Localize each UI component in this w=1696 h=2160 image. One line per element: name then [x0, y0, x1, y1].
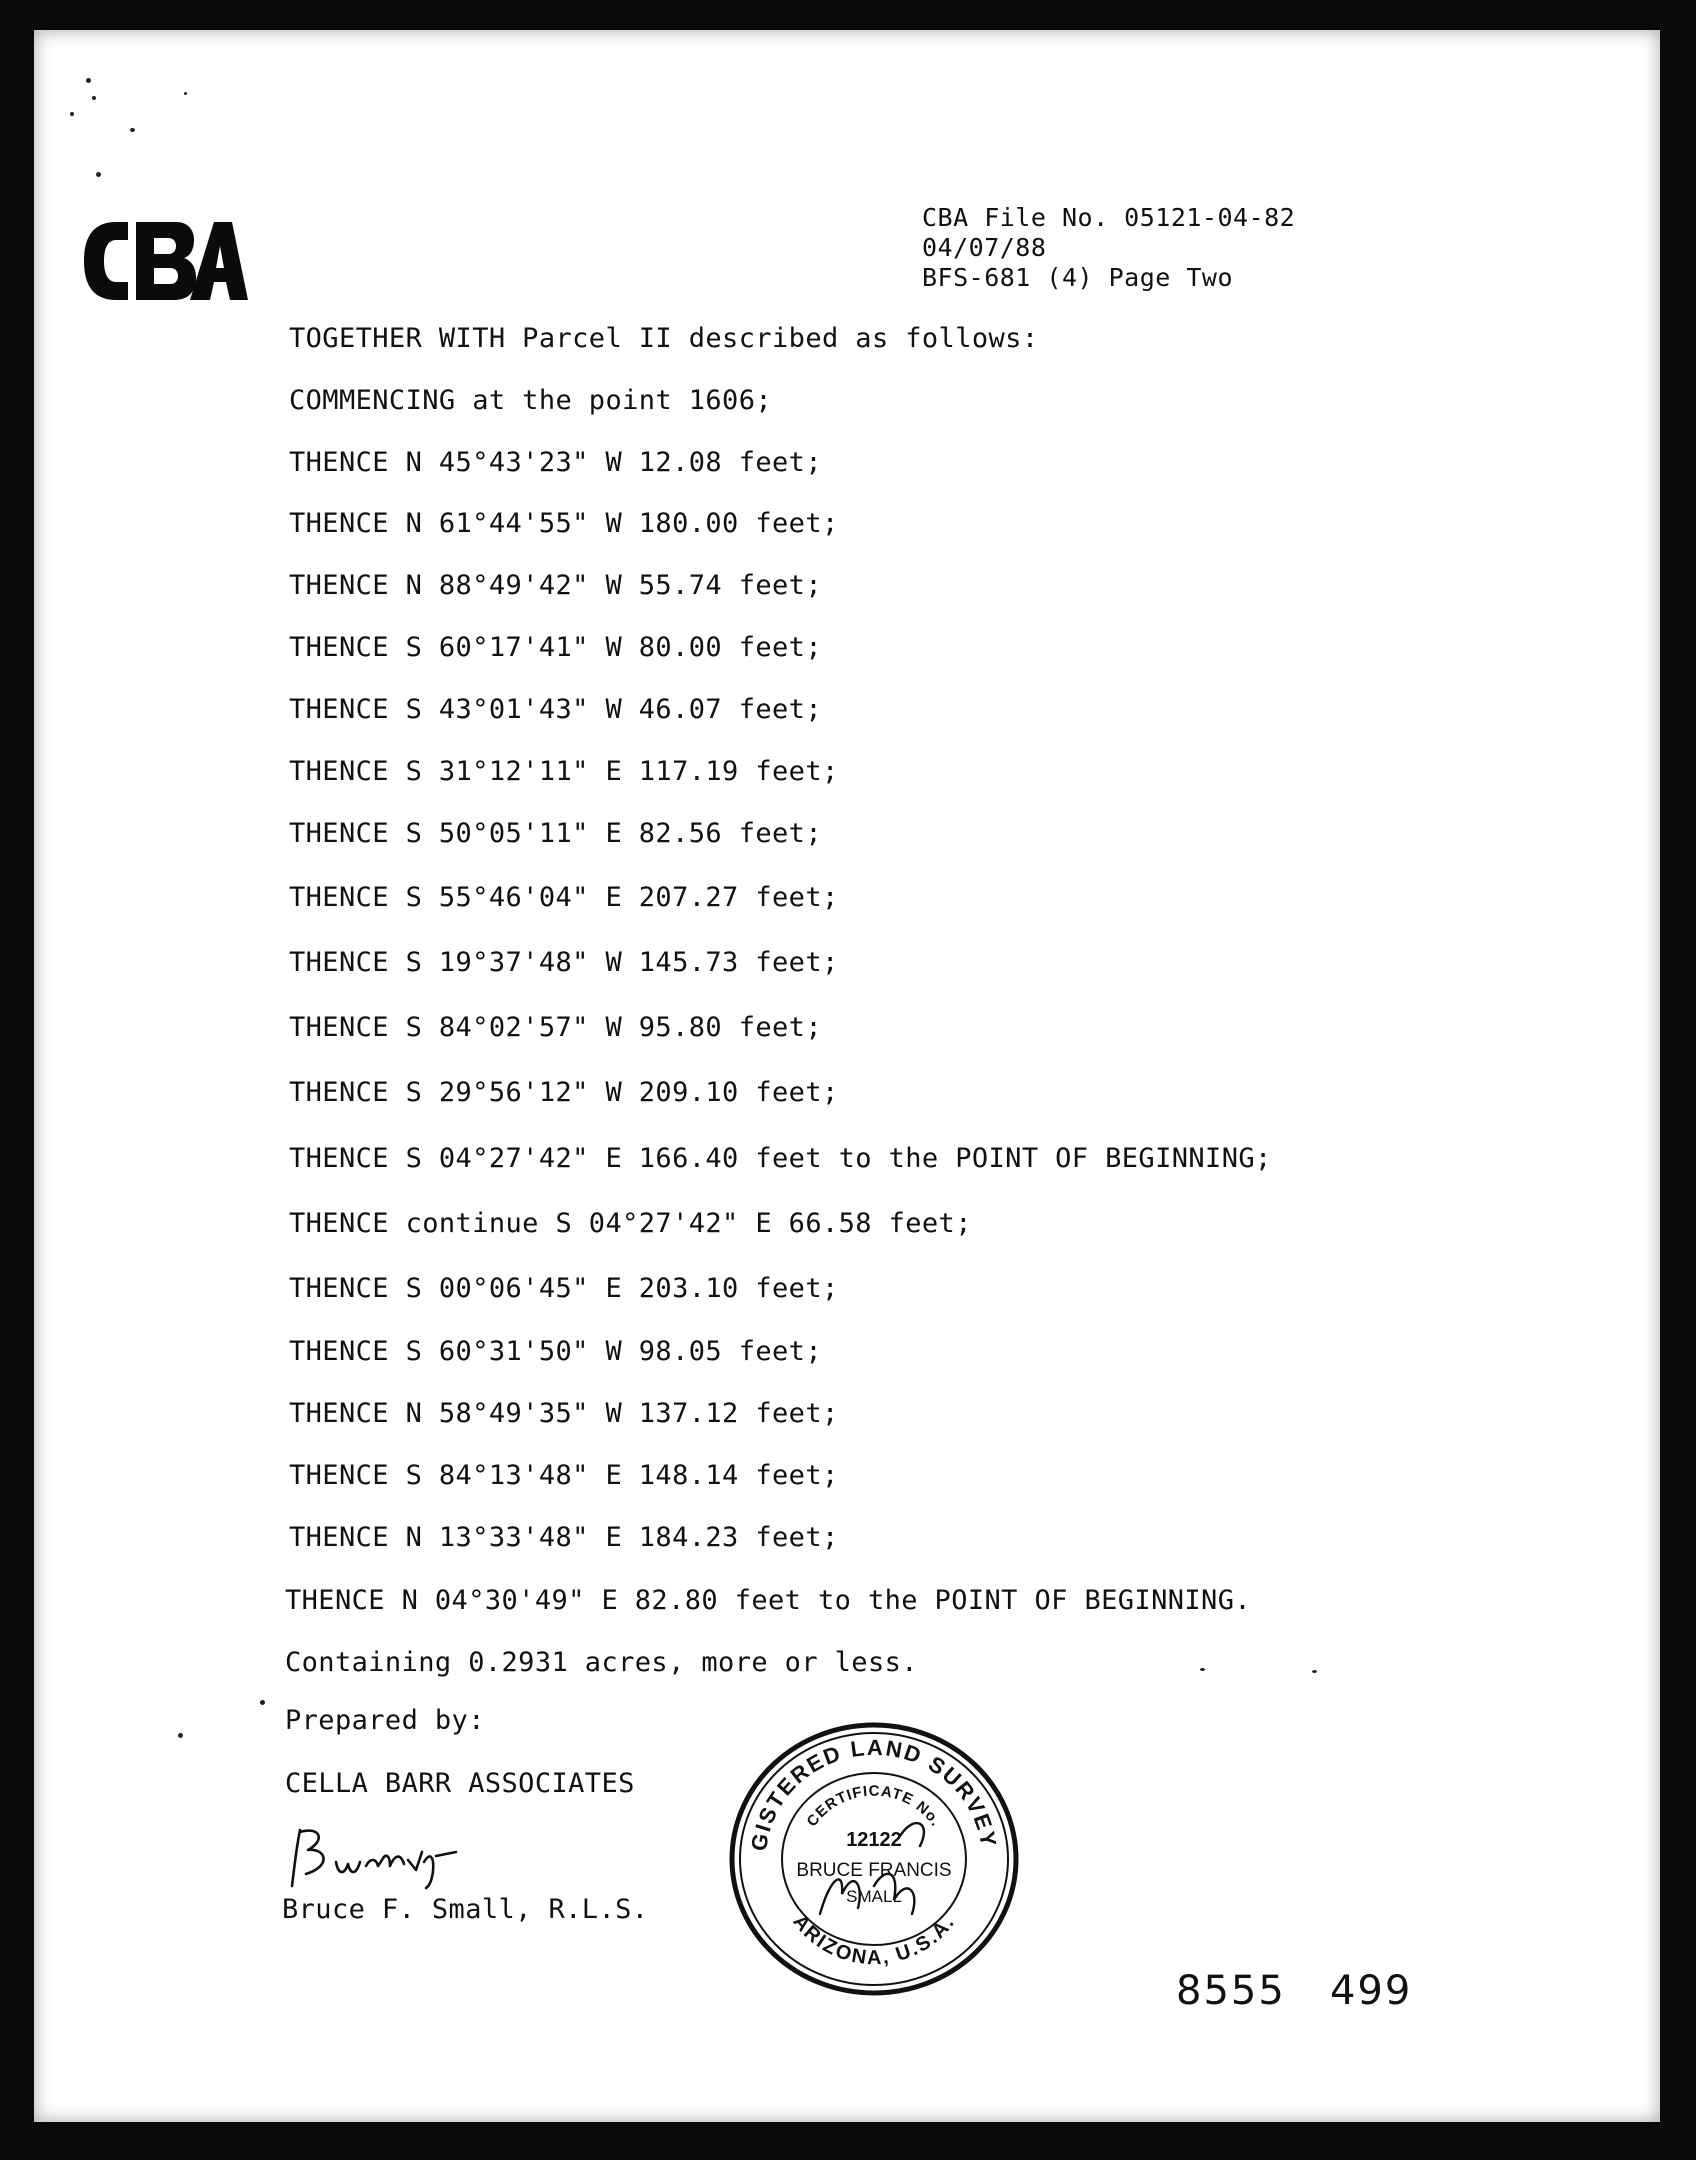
surveyor-seal	[724, 1718, 1024, 2000]
seal-inner-top: CERTIFICATE No.	[803, 1782, 945, 1830]
body-line: THENCE S 60°17'41" W 80.00 feet;	[289, 632, 822, 663]
body-line: THENCE N 58°49'35" W 137.12 feet;	[289, 1398, 839, 1429]
body-line: THENCE N 13°33'48" E 184.23 feet;	[289, 1522, 839, 1553]
header-reference: BFS-681 (4) Page Two	[922, 263, 1234, 292]
body-line: THENCE S 43°01'43" W 46.07 feet;	[289, 694, 822, 725]
file-number: CBA File No. 05121-04-82	[922, 203, 1296, 232]
body-line: THENCE S 60°31'50" W 98.05 feet;	[289, 1336, 822, 1367]
logo-text: CBA	[80, 218, 82, 219]
seal-outer-bottom: ARIZONA, U.S.A.	[788, 1910, 960, 1970]
body-line: THENCE S 04°27'42" E 166.40 feet to the POINT OF BEGINNING;	[289, 1143, 1272, 1174]
body-line: THENCE S 55°46'04" E 207.27 feet;	[289, 882, 839, 913]
svg-text:CERTIFICATE No.	[804, 1783, 945, 1830]
body-line: THENCE S 84°02'57" W 95.80 feet;	[289, 1012, 822, 1043]
seal-number: 12122	[846, 1829, 902, 1851]
body-line: THENCE S 00°06'45" E 203.10 feet;	[289, 1273, 839, 1304]
header-date: 04/07/88	[922, 233, 1047, 262]
body-line: THENCE S 31°12'11" E 117.19 feet;	[289, 756, 839, 787]
seal-outer-top: GISTERED LAND SURVEY	[746, 1734, 1002, 1853]
document-header	[922, 203, 1295, 293]
svg-text:ARIZONA, U.S.A.	[788, 1911, 959, 1969]
body-line: THENCE S 19°37'48" W 145.73 feet;	[289, 947, 839, 978]
seal-name-line2: SMALL	[846, 1887, 902, 1906]
body-line: THENCE S 29°56'12" W 209.10 feet;	[289, 1077, 839, 1108]
prepared-by-label: Prepared by:	[285, 1705, 485, 1736]
body-line: THENCE N 61°44'55" W 180.00 feet;	[289, 508, 839, 539]
document-stamp-number: 8555 499	[1176, 1968, 1413, 2014]
body-line: THENCE N 45°43'23" W 12.08 feet;	[289, 447, 822, 478]
body-line: THENCE S 50°05'11" E 82.56 feet;	[289, 818, 822, 849]
handwritten-signature	[286, 1822, 466, 1892]
body-line: THENCE N 88°49'42" W 55.74 feet;	[289, 570, 822, 601]
cba-logo	[80, 218, 250, 304]
seal-name-line1: BRUCE FRANCIS	[796, 1860, 952, 1881]
body-line: TOGETHER WITH Parcel II described as follows:	[289, 323, 1039, 354]
signer-name: Bruce F. Small, R.L.S.	[282, 1894, 649, 1925]
body-line: THENCE N 04°30'49" E 82.80 feet to the POINT OF BEGINNING.	[285, 1585, 1252, 1616]
body-line: THENCE continue S 04°27'42" E 66.58 feet;	[289, 1208, 972, 1239]
body-line: COMMENCING at the point 1606;	[289, 385, 773, 416]
body-line: THENCE S 84°13'48" E 148.14 feet;	[289, 1460, 839, 1491]
acreage-line: Containing 0.2931 acres, more or less.	[285, 1647, 918, 1678]
firm-name: CELLA BARR ASSOCIATES	[285, 1768, 635, 1799]
